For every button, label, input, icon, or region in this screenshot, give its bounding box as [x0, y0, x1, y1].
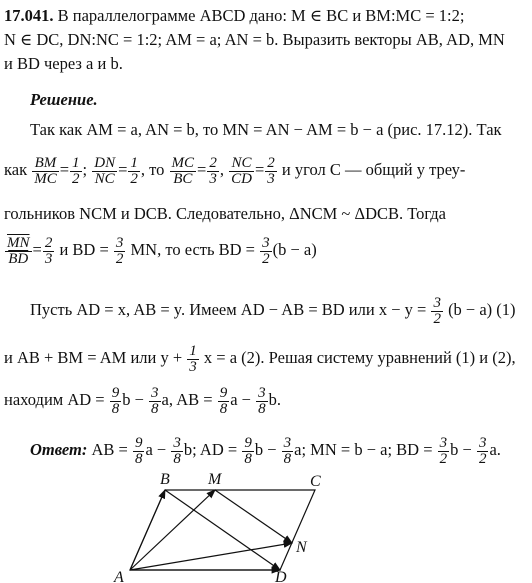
solution-line-3: гольников NCM и DCB. Следовательно, ΔNCM ~ ΔDCB. Тогда — [4, 204, 447, 223]
fraction-1-3: $\frac{1}{3}$ — [189, 342, 197, 375]
fraction-9-8: $\frac{9}{8}$ — [111, 384, 120, 417]
label-m: M — [208, 471, 222, 488]
text-let: Пусть AD = x, AB = y. Имеем AD − AB = BD или x − y = — [30, 300, 427, 319]
text-eq1: (b − a) (1) — [448, 300, 516, 319]
label-d: D — [275, 569, 287, 583]
label-n: N — [296, 539, 307, 556]
fraction-3-8b: $\frac{3}{8}$ — [258, 384, 266, 417]
fraction-mn-bd: $\frac{\overline{MN}}{BD}$ — [7, 234, 30, 267]
label-a: A — [114, 569, 124, 583]
answer-label: Ответ: — [30, 440, 88, 459]
problem-line-2 — [4, 30, 505, 50]
text-eq2: x = a (2). Решая систему уравнений (1) и (2), — [203, 348, 516, 367]
vector-mn — [215, 490, 292, 543]
problem-line-3 — [4, 54, 123, 74]
fraction-3-2b: $\frac{3}{2}$ — [262, 234, 270, 267]
text-kak: как — [4, 160, 28, 179]
problem-line-1 — [4, 6, 464, 26]
solution-line-7: находим AD = $\frac{9}{8}$ b − $\frac{3}{8}$ a, AB = $\frac{9}{8}$ a − $\frac{3}{8}$ b. — [4, 384, 281, 417]
solution-line-4: $\frac{\overline{MN}}{BD}$ = $\frac{2}{3}$ и BD = $\frac{3}{2}$ MN, то есть BD = $\frac{3}{2}$ (b − a) — [7, 234, 317, 267]
solution-line-1: Так как AM = a, AN = b, то MN = AN − AM = b − a (рис. 17.12). Так — [30, 120, 502, 139]
fraction-3-2: $\frac{3}{2}$ — [115, 234, 124, 267]
fraction-nc-cd: $\frac{NC}{CD}$ — [231, 154, 252, 187]
answer-line: Ответ: AB = $\frac{9}{8}$ a − $\frac{3}{8}$ b; AD = $\frac{9}{8}$ b − $\frac{3}{8}$ a; MN = b − a; BD = $\frac{3}{2}$ b − $\frac{3}{2}$ a. — [30, 434, 501, 467]
problem-statement-3: и BD через a и b. — [4, 54, 123, 73]
solution-line-2: как $\frac{BM}{MC}$ = $\frac{1}{2}$ ; $\frac{DN}{NC}$ = $\frac{1}{2}$ , то $\frac{MC}{BC}$ = $\frac{2}{3}$ , $\frac{NC}{CD}$ = $\frac{2}{3}$ и угол C — общий у треу- — [4, 154, 466, 187]
fraction-3-8: $\frac{3}{8}$ — [151, 384, 159, 417]
text-bd: и BD = — [59, 240, 109, 259]
parallelogram-figure — [110, 470, 325, 583]
fraction-1-2: $\frac{1}{2}$ — [72, 154, 80, 187]
text-find: находим AD = — [4, 390, 105, 409]
problem-number: 17.041. — [4, 6, 54, 25]
text-mn: MN, то есть BD = — [130, 240, 255, 259]
problem-statement-2a: N ∈ DC, DN:NC = 1:2; — [4, 30, 163, 49]
text-ab-bm: и AB + BM = AM или y + — [4, 348, 183, 367]
fraction-9-8b: $\frac{9}{8}$ — [219, 384, 228, 417]
solution-heading: Решение. — [30, 90, 98, 109]
fraction-2-3b: $\frac{2}{3}$ — [267, 154, 275, 187]
solution-line-6 — [4, 336, 516, 380]
label-c: C — [310, 473, 321, 490]
problem-statement-1: В параллелограмме ABCD дано: M ∈ BC и BM:MC = 1:2; — [57, 6, 465, 25]
vector-ab — [130, 490, 165, 570]
text-angle: и угол C — общий у треу- — [281, 160, 466, 179]
fraction-mc-bc: $\frac{MC}{BC}$ — [171, 154, 195, 187]
fraction-2-3: $\frac{2}{3}$ — [209, 154, 217, 187]
text-to: то — [149, 160, 165, 179]
fraction-bm-mc: $\frac{BM}{MC}$ — [34, 154, 57, 187]
text-ba: (b − a) — [272, 240, 317, 259]
label-b: B — [160, 471, 170, 488]
vector-bd — [165, 490, 280, 570]
fraction-dn-nc: $\frac{DN}{NC}$ — [94, 154, 116, 187]
solution-line-5 — [30, 288, 516, 332]
problem-statement-2b: AM = a; AN = b. Выразить векторы AB, AD, MN — [165, 30, 505, 49]
fraction-2-3c: $\frac{2}{3}$ — [44, 234, 53, 267]
fraction-1-2b: $\frac{1}{2}$ — [130, 154, 138, 187]
fraction-3-2c: $\frac{3}{2}$ — [433, 294, 441, 327]
